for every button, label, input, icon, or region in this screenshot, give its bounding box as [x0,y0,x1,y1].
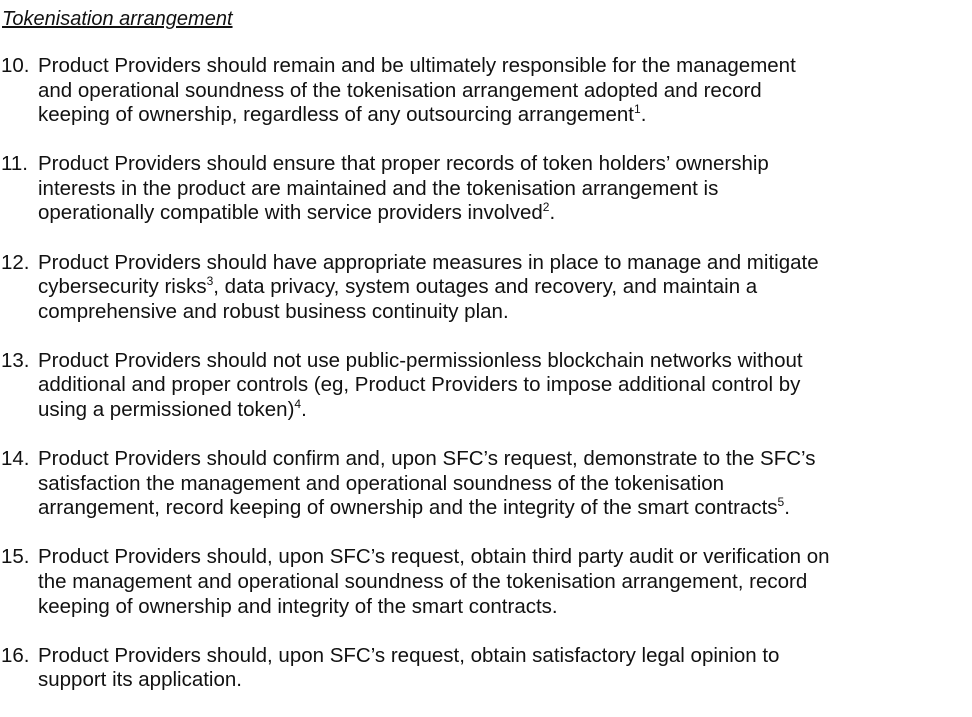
paragraph-text [38,251,972,325]
section-heading: Tokenisation arrangement [2,8,233,30]
text-line: keeping of ownership and integrity of the smart contracts. [38,594,558,618]
paragraph-10 [0,54,972,128]
paragraph-14 [0,447,972,521]
text-line: Product Providers should, upon SFC’s request, obtain satisfactory legal opinion to [38,643,780,667]
text-line: keeping of ownership, regardless of any outsourcing arrangement$^1$. [38,102,647,127]
text-line: and operational soundness of the tokenisation arrangement adopted and record [38,78,762,102]
paragraph-number: 13. [1,348,30,372]
text-line: Product Providers should remain and be ultimately responsible for the management [38,54,796,77]
footnote-ref-3[interactable]: 3 [206,274,214,289]
text-line: Product Providers should confirm and, upon SFC’s request, demonstrate to the SFC’s [38,447,816,471]
footnote-ref-5[interactable]: 5 [777,495,785,510]
footnote-ref-1[interactable]: 1 [634,102,641,117]
text-line: Product Providers should ensure that proper records of token holders’ ownership [38,152,769,176]
text-line: the management and operational soundness of the tokenisation arrangement, record [38,570,808,593]
text-line: Product Providers should not use public-permissionless blockchain networks without [38,348,803,372]
text-line: operationally compatible with service providers involved$^2$. [38,200,556,225]
paragraph-15 [0,545,972,619]
text-line: Product Providers should have appropriate measures in place to manage and mitigate [38,250,819,274]
paragraph-text [38,54,972,128]
text-line: arrangement, record keeping of ownership and the integrity of the smart contracts$^5$. [38,495,790,520]
paragraph-16 [0,644,972,693]
text-line: satisfaction the management and operational soundness of the tokenisation [38,471,725,495]
paragraph-number: 14. [1,447,30,471]
paragraph-12 [0,251,972,325]
paragraph-number: 15. [1,545,30,569]
paragraph-13 [0,349,972,423]
text-line: Product Providers should, upon SFC’s request, obtain third party audit or verification on [38,545,830,569]
paragraph-number: 16. [1,643,30,667]
paragraph-number: 10. [1,54,30,77]
text-line: additional and proper controls (eg, Product Providers to impose additional control by [38,373,801,397]
text-line: comprehensive and robust business continuity plan. [38,299,509,323]
paragraph-number: 12. [1,250,30,274]
text-line: cybersecurity risks$^3$, data privacy, system outages and recovery, and maintain a [38,274,758,299]
paragraph-text [38,152,972,226]
text-line: using a permissioned token)$^4$. [38,397,307,422]
paragraph-number: 11. [1,152,28,176]
paragraph-text [38,349,972,423]
text-line: support its application. [38,668,242,692]
paragraph-text [38,545,972,619]
footnote-ref-4[interactable]: 4 [294,397,302,412]
paragraph-11 [0,152,972,226]
paragraph-text [38,644,972,693]
text-line: interests in the product are maintained and the tokenisation arrangement is [38,176,719,200]
paragraph-text [38,447,972,521]
footnote-ref-2[interactable]: 2 [542,200,550,215]
